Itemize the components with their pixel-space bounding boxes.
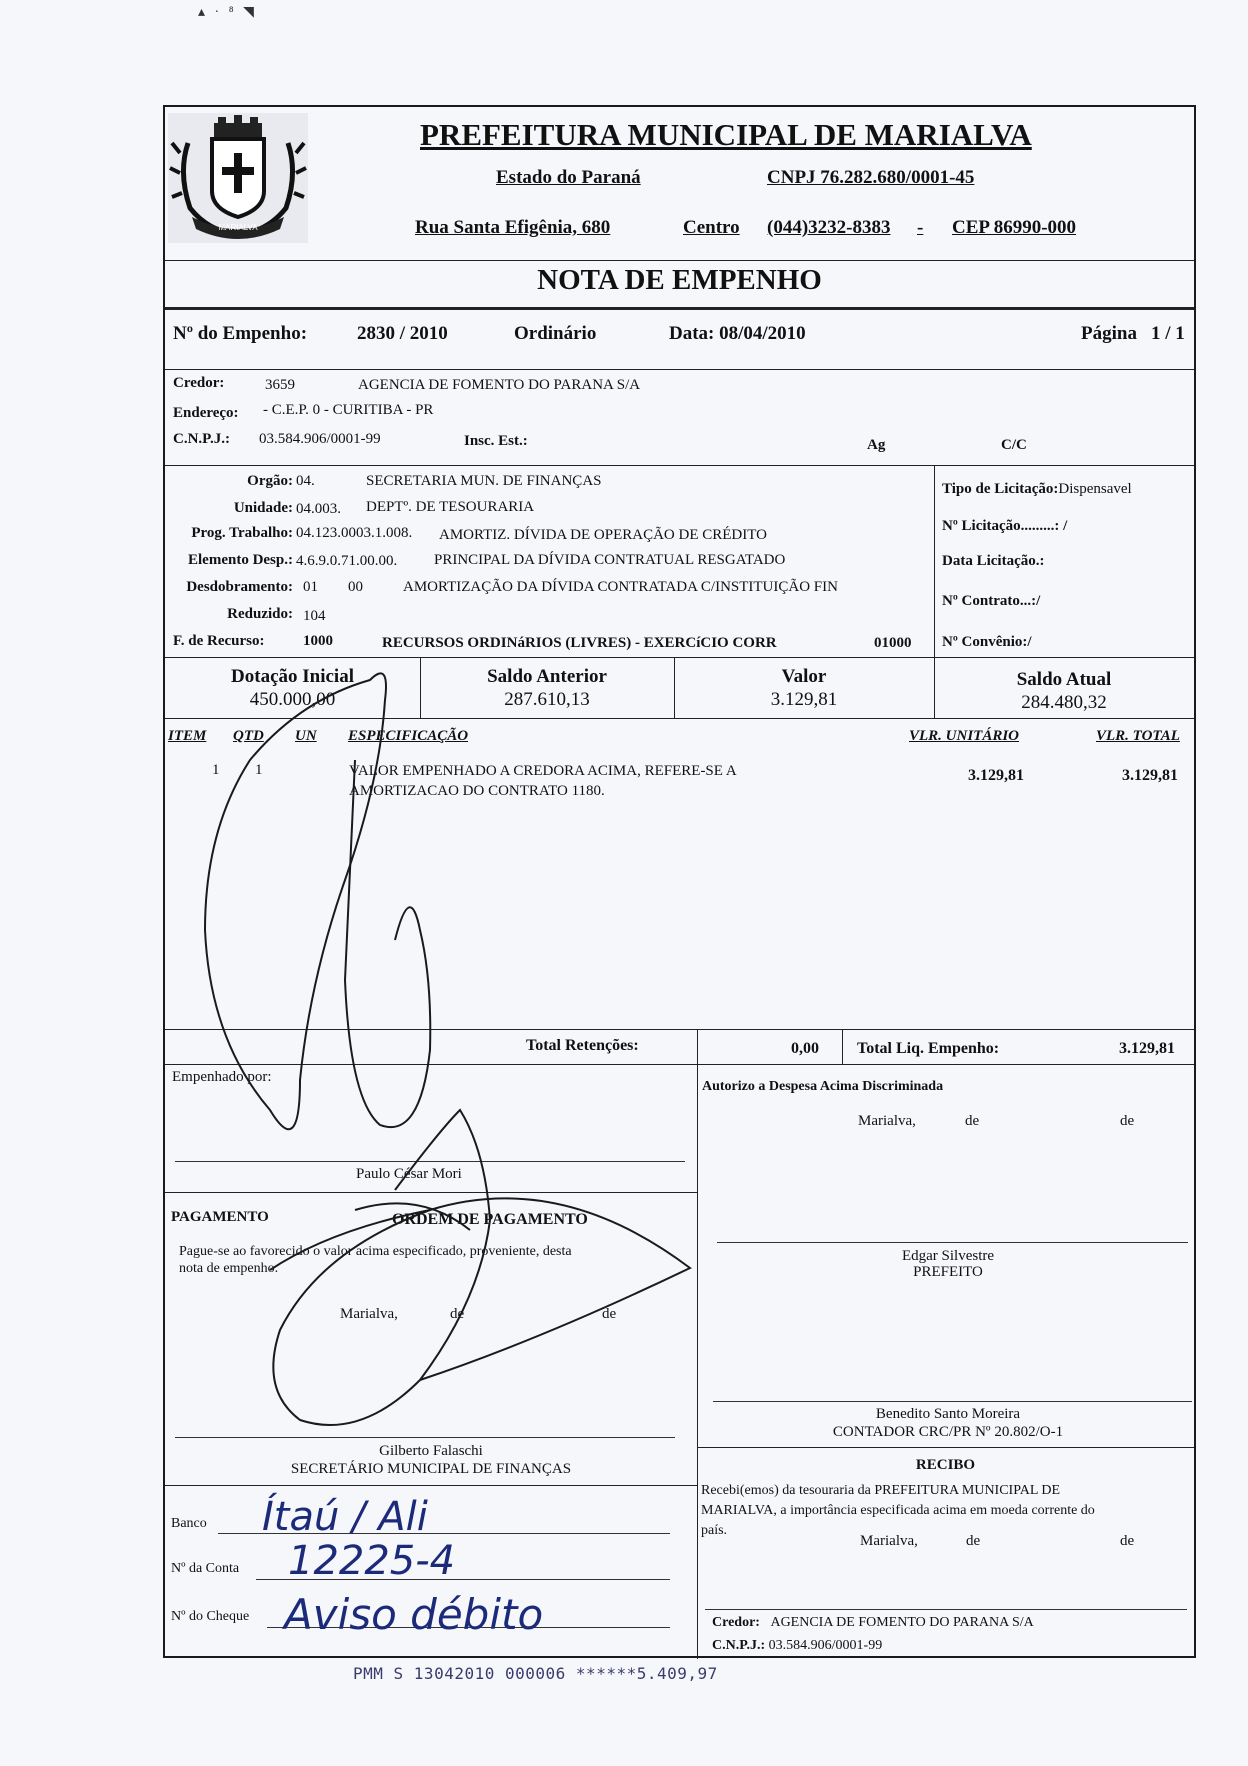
header-title: PREFEITURA MUNICIPAL DE MARIALVA bbox=[420, 117, 1032, 152]
credor-name: AGENCIA DE FOMENTO DO PARANA S/A bbox=[358, 377, 641, 393]
header-separator: - bbox=[917, 217, 924, 238]
divider bbox=[165, 369, 1194, 370]
divider bbox=[165, 1064, 1194, 1065]
item-espec-line1: VALOR EMPENHADO A CREDORA ACIMA, REFERE-SE A bbox=[349, 763, 737, 779]
banco-label: Banco bbox=[171, 1516, 207, 1531]
fonte-code: 1000 bbox=[303, 633, 333, 649]
credor-code: 3659 bbox=[265, 377, 295, 393]
divider bbox=[165, 1485, 697, 1486]
divider bbox=[697, 1447, 1194, 1448]
retencoes-value: 0,00 bbox=[791, 1040, 819, 1057]
municipal-crest bbox=[168, 113, 308, 243]
item-qtd: 1 bbox=[255, 762, 263, 778]
page-number: 1 / 1 bbox=[1151, 323, 1185, 344]
saldo-anterior-value: 287.610,13 bbox=[504, 689, 590, 710]
elemento-label: Elemento Desp.: bbox=[188, 552, 293, 568]
reduzido-code: 104 bbox=[303, 608, 326, 624]
pagamento-signer-role: SECRETÁRIO MUNICIPAL DE FINANÇAS bbox=[290, 1461, 572, 1477]
col-qtd: QTD bbox=[233, 728, 264, 744]
unidade-desc: DEPTº. DE TESOURARIA bbox=[366, 499, 535, 515]
recibo-credor bbox=[712, 1615, 1034, 1631]
elemento-code: 4.6.9.0.71.00.00. bbox=[296, 553, 398, 569]
prog-code: 04.123.0003.1.008. bbox=[296, 525, 413, 541]
recibo-cnpj bbox=[712, 1638, 882, 1654]
orgao-desc: SECRETARIA MUN. DE FINANÇAS bbox=[366, 473, 602, 489]
signature-line bbox=[717, 1242, 1188, 1243]
autorizo-label: Autorizo a Despesa Acima Discriminada bbox=[702, 1079, 944, 1094]
empenho-date: Data: 08/04/2010 bbox=[669, 323, 806, 344]
pagamento-text-line2: nota de empenho. bbox=[179, 1261, 279, 1276]
valor-label: Valor bbox=[781, 666, 827, 687]
item-vlr-unitario: 3.129,81 bbox=[968, 767, 1024, 784]
svg-text:MARIALVA: MARIALVA bbox=[218, 223, 258, 232]
divider bbox=[165, 307, 1194, 310]
conta-handwritten: 12225-4 bbox=[288, 1538, 456, 1584]
recibo-de1: de bbox=[966, 1533, 981, 1549]
cheque-handwritten: Aviso débito bbox=[284, 1590, 544, 1639]
empenho-label: Nº do Empenho: bbox=[173, 323, 308, 344]
valor-value: 3.129,81 bbox=[770, 689, 838, 710]
col-especificacao: ESPECIFICAÇÃO bbox=[348, 728, 469, 744]
empenhado-label: Empenhado por: bbox=[172, 1069, 272, 1085]
convenio-numero: Nº Convênio:/ bbox=[942, 634, 1032, 650]
divider bbox=[165, 465, 1194, 466]
pagamento-label: PAGAMENTO bbox=[171, 1209, 269, 1225]
licitacao-tipo-label-text: Tipo de Licitação: bbox=[942, 481, 1059, 497]
orgao-label: Orgão: bbox=[247, 473, 293, 489]
nota-empenho-form bbox=[163, 105, 1196, 1658]
desdobramento-desc: AMORTIZAÇÃO DA DÍVIDA CONTRATADA C/INSTITUIÇÃO FIN bbox=[403, 579, 838, 595]
recibo-text-line2: MARIALVA, a importância especificada acima em moeda corrente do bbox=[701, 1503, 1095, 1518]
divider bbox=[842, 1029, 843, 1064]
recibo-label: RECIBO bbox=[915, 1457, 976, 1473]
elemento-desc: PRINCIPAL DA DÍVIDA CONTRATUAL RESGATADO bbox=[434, 552, 786, 568]
divider bbox=[165, 1029, 1194, 1030]
recibo-cnpj-label: C.N.P.J.: bbox=[712, 1638, 766, 1653]
pagamento-de2: de bbox=[602, 1306, 617, 1322]
recibo-credor-name: AGENCIA DE FOMENTO DO PARANA S/A bbox=[770, 1615, 1034, 1630]
fonte-label: F. de Recurso: bbox=[173, 633, 265, 649]
header-cnpj: CNPJ 76.282.680/0001-45 bbox=[767, 167, 975, 188]
contrato-numero: Nº Contrato...:/ bbox=[942, 593, 1041, 609]
autorizo-city: Marialva, bbox=[858, 1113, 916, 1129]
unidade-label: Unidade: bbox=[233, 500, 293, 516]
unidade-code: 04.003. bbox=[296, 501, 341, 517]
address-label: Endereço: bbox=[173, 405, 239, 421]
total-liquido-label: Total Liq. Empenho: bbox=[857, 1040, 1000, 1057]
contador-name: Benedito Santo Moreira bbox=[875, 1406, 1021, 1422]
col-un: UN bbox=[295, 728, 317, 744]
insc-label: Insc. Est.: bbox=[464, 433, 528, 449]
cc-label: C/C bbox=[1001, 437, 1027, 453]
col-item: ITEM bbox=[168, 728, 207, 744]
saldo-atual-label: Saldo Atual bbox=[1016, 669, 1112, 690]
desdobramento-code1: 01 bbox=[303, 579, 318, 595]
recibo-city: Marialva, bbox=[860, 1533, 918, 1549]
divider bbox=[165, 260, 1194, 261]
banco-handwritten: Ítaú / Ali bbox=[262, 1494, 428, 1540]
prog-desc: AMORTIZ. DÍVIDA DE OPERAÇÃO DE CRÉDITO bbox=[439, 527, 767, 543]
orgao-code: 04. bbox=[296, 473, 315, 489]
col-vlr-unitario: VLR. UNITÁRIO bbox=[909, 728, 1020, 744]
credor-cnpj: 03.584.906/0001-99 bbox=[259, 431, 381, 447]
dotacao-value: 450.000,00 bbox=[249, 689, 336, 710]
prefeito-role: PREFEITO bbox=[913, 1264, 983, 1280]
divider bbox=[697, 1029, 698, 1659]
header-cep: CEP 86990-000 bbox=[952, 217, 1077, 238]
recibo-credor-label: Credor: bbox=[712, 1615, 760, 1630]
reduzido-label: Reduzido: bbox=[227, 606, 293, 622]
pagamento-text-line1: Pague-se ao favorecido o valor acima especificado, proveniente, desta bbox=[179, 1244, 572, 1259]
credor-label: Credor: bbox=[173, 375, 225, 391]
doc-title: NOTA DE EMPENHO bbox=[537, 264, 822, 296]
recibo-text-line1: Recebi(emos) da tesouraria da PREFEITURA MUNICIPAL DE bbox=[701, 1483, 1061, 1498]
saldo-anterior-label: Saldo Anterior bbox=[487, 666, 607, 687]
pagamento-city: Marialva, bbox=[340, 1306, 398, 1322]
saldo-atual-value: 284.480,32 bbox=[1021, 692, 1107, 713]
desdobramento-code2: 00 bbox=[348, 579, 363, 595]
empenho-type: Ordinário bbox=[514, 323, 597, 344]
fonte-desc: RECURSOS ORDINáRIOS (LIVRES) - EXERCíCIO CORR bbox=[382, 635, 777, 651]
licitacao-tipo-label bbox=[942, 481, 1132, 498]
desdobramento-label: Desdobramento: bbox=[186, 579, 293, 595]
contador-role: CONTADOR CRC/PR Nº 20.802/O-1 bbox=[832, 1424, 1064, 1440]
retencoes-label: Total Retenções: bbox=[526, 1037, 639, 1054]
col-vlr-total: VLR. TOTAL bbox=[1096, 728, 1180, 744]
empenho-number: 2830 / 2010 bbox=[357, 323, 448, 344]
crest-icon bbox=[168, 113, 308, 243]
recibo-cnpj-value: 03.584.906/0001-99 bbox=[768, 1638, 883, 1653]
item-vlr-total: 3.129,81 bbox=[1122, 767, 1178, 784]
scan-artifact: ▴ · ⁸ ◥ bbox=[198, 5, 257, 20]
ag-label: Ag bbox=[867, 437, 886, 453]
fonte-code2: 01000 bbox=[874, 635, 912, 651]
pagamento-signer: Gilberto Falaschi bbox=[379, 1443, 483, 1459]
header-district: Centro bbox=[683, 217, 740, 238]
signature-line bbox=[175, 1161, 685, 1162]
recibo-text-line3: país. bbox=[701, 1523, 728, 1538]
header-street: Rua Santa Efigênia, 680 bbox=[415, 217, 611, 238]
licitacao-numero: Nº Licitação.........: / bbox=[942, 518, 1068, 534]
divider bbox=[165, 657, 1194, 658]
item-number: 1 bbox=[212, 762, 220, 778]
signature-line bbox=[713, 1401, 1192, 1402]
page-label: Página bbox=[1081, 323, 1137, 344]
total-liquido-value: 3.129,81 bbox=[1119, 1040, 1175, 1057]
signature-line bbox=[175, 1437, 675, 1438]
divider bbox=[934, 465, 935, 657]
licitacao-data: Data Licitação.: bbox=[942, 553, 1045, 569]
autorizo-de1: de bbox=[965, 1113, 980, 1129]
cheque-label: Nº do Cheque bbox=[171, 1609, 250, 1624]
recibo-de2: de bbox=[1120, 1533, 1135, 1549]
header-state: Estado do Paraná bbox=[496, 167, 641, 188]
cnpj-label: C.N.P.J.: bbox=[173, 431, 230, 447]
empenhado-signer: Paulo César Mori bbox=[356, 1166, 462, 1182]
header-phone: (044)3232-8383 bbox=[767, 217, 891, 238]
autorizo-de2: de bbox=[1120, 1113, 1135, 1129]
prog-label: Prog. Trabalho: bbox=[191, 525, 293, 541]
ordem-pagamento-label: ORDEM DE PAGAMENTO bbox=[392, 1211, 588, 1228]
item-espec-line2: AMORTIZACAO DO CONTRATO 1180. bbox=[349, 783, 605, 799]
conta-label: Nº da Conta bbox=[171, 1561, 240, 1576]
prefeito-name: Edgar Silvestre bbox=[901, 1248, 995, 1264]
divider bbox=[165, 718, 1194, 719]
signature-line bbox=[705, 1609, 1187, 1610]
divider bbox=[165, 1192, 697, 1193]
pagamento-de1: de bbox=[450, 1306, 465, 1322]
credor-address: - C.E.P. 0 - CURITIBA - PR bbox=[263, 402, 434, 418]
dotacao-label: Dotação Inicial bbox=[231, 666, 354, 687]
footer-authentication-code: PMM S 13042010 000006 ******5.409,97 bbox=[353, 1664, 718, 1683]
licitacao-tipo: Dispensavel bbox=[1058, 481, 1132, 497]
